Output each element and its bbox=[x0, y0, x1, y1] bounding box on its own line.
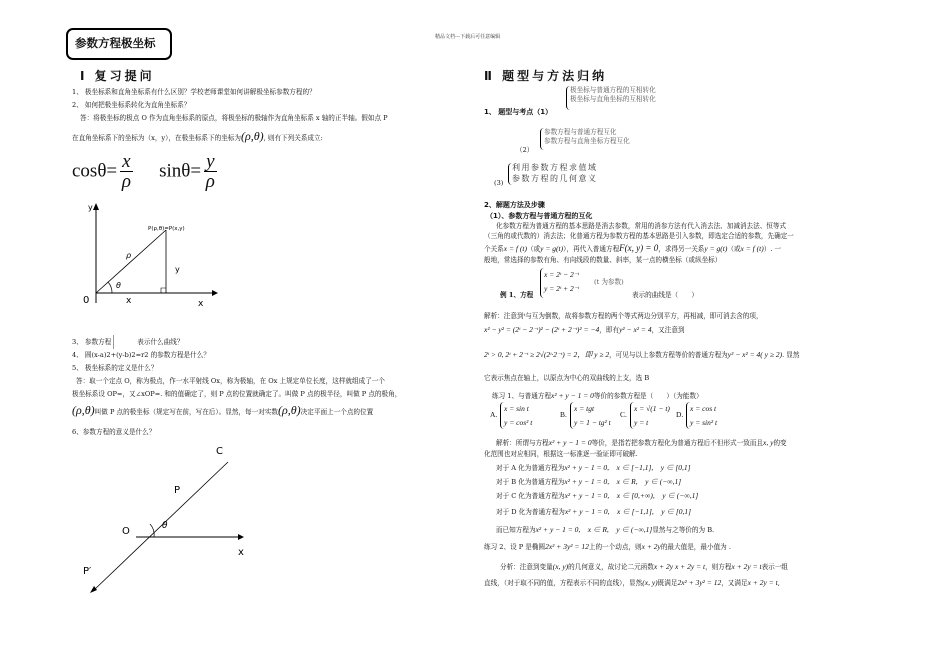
figure2-x: x bbox=[238, 547, 244, 558]
figure2-theta: θ bbox=[162, 521, 168, 531]
question-3-param-system-graphic bbox=[113, 335, 135, 349]
option-c-label: C. bbox=[620, 410, 627, 419]
para-1-line-4: 般地，常选择的参数有角、有向线段的数量、斜率，某一点的横坐标（或纵坐标） bbox=[484, 256, 722, 264]
question-6: 6、参数方程的意义是什么？ bbox=[72, 428, 156, 436]
polar-conversion-formula: cosθ= $\frac{x}{\rho}$ sinθ= $\frac{y}{\rho}$ bbox=[72, 151, 215, 192]
option-c-system: x = √(1 − t) y = t bbox=[630, 402, 670, 429]
solution-1-line-1: 解析：注意到ᵗ与互为倒数，故将参数方程的两个等式两边分别平方，再相减，即可消去含的项， bbox=[484, 312, 763, 320]
figure2-c: C bbox=[216, 446, 223, 457]
figure1-rho: ρ bbox=[126, 251, 132, 260]
topic-brace-2: 参数方程与普通方程互化 参数方程与直角坐标方程互化 bbox=[540, 128, 630, 150]
figure2-p: P bbox=[174, 485, 181, 496]
check-b: 对于 B 化为普通方程为x² + y − 1 = 0, x ∈ R, y ∈ (−∞,1] bbox=[496, 477, 682, 486]
figure1-origin: 0 bbox=[83, 295, 90, 306]
solution-1-line-2: x² − y² = (2ᵗ − 2⁻ᵗ)² − (2ᵗ + 2⁻ᵗ)² = −4，即有y² − x² = 4，又注意到 bbox=[484, 325, 685, 334]
sub-1: （1）、参数方程与普通方程的互化 bbox=[486, 212, 593, 220]
x-axis-arrow bbox=[212, 290, 218, 296]
exercise-1-solution-line-2: 化范围也对应相同，根据这一标准逐一验证即可破解. bbox=[484, 450, 638, 458]
item-2: 2、解题方法及步骤 bbox=[484, 201, 545, 209]
figure1-theta: θ bbox=[116, 281, 121, 290]
polar-axis-arrow bbox=[238, 534, 244, 540]
page-title: 参数方程极坐标 bbox=[75, 36, 156, 50]
example-1-system: x = 2ᵗ − 2⁻ᵗ y = 2ᵗ + 2⁻ᵗ bbox=[540, 268, 579, 298]
figure1-y-seg: y bbox=[175, 265, 180, 274]
polar-rectangular-figure bbox=[72, 198, 222, 313]
option-a-label: A. bbox=[490, 410, 498, 419]
exercise-1-solution-line-1: 解析：所谓与方程x² + y − 1 = 0等价，是指若把参数方程化为普通方程后不但形式一致而且x, y的变 bbox=[496, 438, 787, 447]
question-3: 3、 参数方程 表示什么曲线？ bbox=[72, 335, 183, 349]
item-1: 1、 题型与考点（1） bbox=[484, 108, 553, 116]
figure1-x-seg: x bbox=[126, 296, 132, 306]
option-d-label: D. bbox=[676, 410, 684, 419]
question-5: 5、 极坐标系的定义是什么？ bbox=[72, 364, 158, 372]
section-title-review: Ⅰ 复习提问 bbox=[80, 69, 155, 83]
exercise-1-line-1: 练习 1、与普通方程x² + y − 1 = 0等价的参数方程是（ ）（为能数） bbox=[492, 391, 703, 400]
y-axis-arrow bbox=[93, 203, 99, 210]
check-c: 对于 C 化为普通方程为x² + y − 1 = 0, x ∈ [0,+∞), y ∈ (−∞,1] bbox=[496, 491, 699, 500]
ray-line bbox=[94, 462, 228, 590]
solution-1-line-3: 2ᵗ > 0, 2ᵗ + 2⁻ᵗ ≥ 2√(2ᵗ·2⁻ᵗ) = 2，即 y ≥ 2，可见与以上参数方程等价的普通方程为y² − x² = 4( y ≥ 2). 显然 bbox=[484, 350, 800, 359]
option-b-label: B. bbox=[560, 410, 567, 419]
example-1-param: (t 为参数) bbox=[594, 278, 624, 286]
topic-brace-top: 极坐标与普通方程的互相转化 极坐标与直角坐标的互相转化 bbox=[566, 86, 656, 110]
figure1-axis-y: y bbox=[88, 203, 93, 212]
para-1-line-3: 个关系x = f (t)（或y = g(t)），再代入普通方程F(x, y) = 0，求得另一关系y = g(t)（或x = f (t)）. 一 bbox=[484, 243, 782, 253]
topic-brace-3: 利用参数方程求值域 参数方程的几何意义 bbox=[508, 163, 598, 185]
exercise-2-question: 练习 2、设 P 是椭圆2x² + 3y² = 12上的一个动点，则x + 2y的最大值是，最小值为 . bbox=[484, 542, 731, 551]
item-1-3: (3) bbox=[494, 179, 504, 187]
question-1: 1、 极坐标系和直角坐标系有什么区别？学校老师课堂如何讲解极坐标参数方程的？ bbox=[72, 88, 316, 96]
question-2: 2、 如何把极坐标系转化为直角坐标系？ bbox=[72, 101, 191, 109]
figure2-p-prime: P′ bbox=[83, 566, 92, 577]
conclusion: 而已知方程为x² + y − 1 = 0, x ∈ R, y ∈ (−∞,1]显然与之等价的为 B. bbox=[496, 525, 715, 534]
figure2-o: O bbox=[122, 526, 130, 537]
solution-1-line-4: 它表示焦点在轴上，以原点为中心的双曲线的上支，选 B bbox=[484, 374, 650, 382]
para-1-line-2: （三角的或代数的）消去法；化普通方程为参数方程的基本思路是引入参数，即选定合适的参数，先确定一 bbox=[484, 232, 794, 240]
polar-axis-figure bbox=[80, 440, 270, 600]
example-1-question: 表示的曲线是（ ） bbox=[632, 291, 698, 299]
theta-arc bbox=[108, 282, 112, 293]
answer-2-line-1: 答：将极坐标的极点 O 作为直角坐标系的原点，将极坐标的极轴作为直角坐标系 x 轴的正半轴。假如点 P bbox=[80, 114, 388, 122]
example-1-label: 例 1、方程 bbox=[500, 291, 534, 299]
question-4: 4、 圆(x-a)2+(y-b)2=r2 的参数方程是什么？ bbox=[72, 351, 210, 359]
radius-line bbox=[96, 230, 166, 293]
item-1-2: （2） bbox=[516, 146, 534, 154]
ray-arrow bbox=[90, 586, 97, 593]
right-angle-mark bbox=[161, 288, 166, 293]
answer-5-line-3: (ρ,θ)叫做 P 点的极坐标（规定写在前，写在后）。显然，每一对实数(ρ,θ)决定平面上一个点的位置 bbox=[72, 403, 374, 417]
check-d: 对于 D 化为普通方程为x² + y − 1 = 0, x ∈ [−1,1], y ∈ [0,1] bbox=[496, 507, 692, 516]
para-1-line-1: 化参数方程为普通方程的基本思路是消去参数，常用的消参方法有代入消去法、加减消去法、恒等式 bbox=[496, 222, 787, 230]
option-b-system: x = tgt y = 1 − tg² t bbox=[570, 402, 611, 429]
section-title-methods: Ⅱ 题型与方法归纳 bbox=[484, 69, 608, 83]
exercise-2-analysis-line-2: 直线，（对于取不同的值，方程表示不同的直线），显然(x, y)既满足2x² + 3y² = 12，又满足x + 2y = t, bbox=[484, 578, 780, 587]
figure1-axis-x: x bbox=[198, 299, 204, 309]
page-title-box bbox=[66, 28, 172, 60]
option-d-system: x = cos t y = sin² t bbox=[686, 402, 717, 429]
exercise-2-analysis-line-1: 分析：注意到变量(x, y)的几何意义，故讨论二元函数x + 2y x + 2y = t，则方程x + 2y = t表示一组 bbox=[500, 562, 788, 571]
header-note: 精品文档---下载后可任意编辑 bbox=[435, 34, 501, 40]
answer-5-line-2: 极坐标系设 OP=，又∠xOP=. 和的值确定了，则 P 点的位置就确定了。叫做 P 点的极半径，叫做 P 点的极角， bbox=[72, 390, 402, 398]
answer-5-line-1: 答：取一个定点 O，称为极点，作一水平射线 Ox，称为极轴，在 Ox 上规定单位长度，这样就组成了一个 bbox=[76, 377, 385, 385]
figure1-point-label: P(ρ,θ)=P(x,y) bbox=[148, 226, 185, 232]
check-a: 对于 A 化为普通方程为x² + y − 1 = 0, x ∈ [−1,1], y ∈ [0,1] bbox=[496, 463, 691, 472]
option-a-system: x = sin t y = cos² t bbox=[500, 402, 532, 429]
answer-2-line-2: 在直角坐标系下的坐标为（x，y），在极坐标系下的坐标为(ρ,θ), 则有下列关系成立: bbox=[72, 129, 323, 143]
